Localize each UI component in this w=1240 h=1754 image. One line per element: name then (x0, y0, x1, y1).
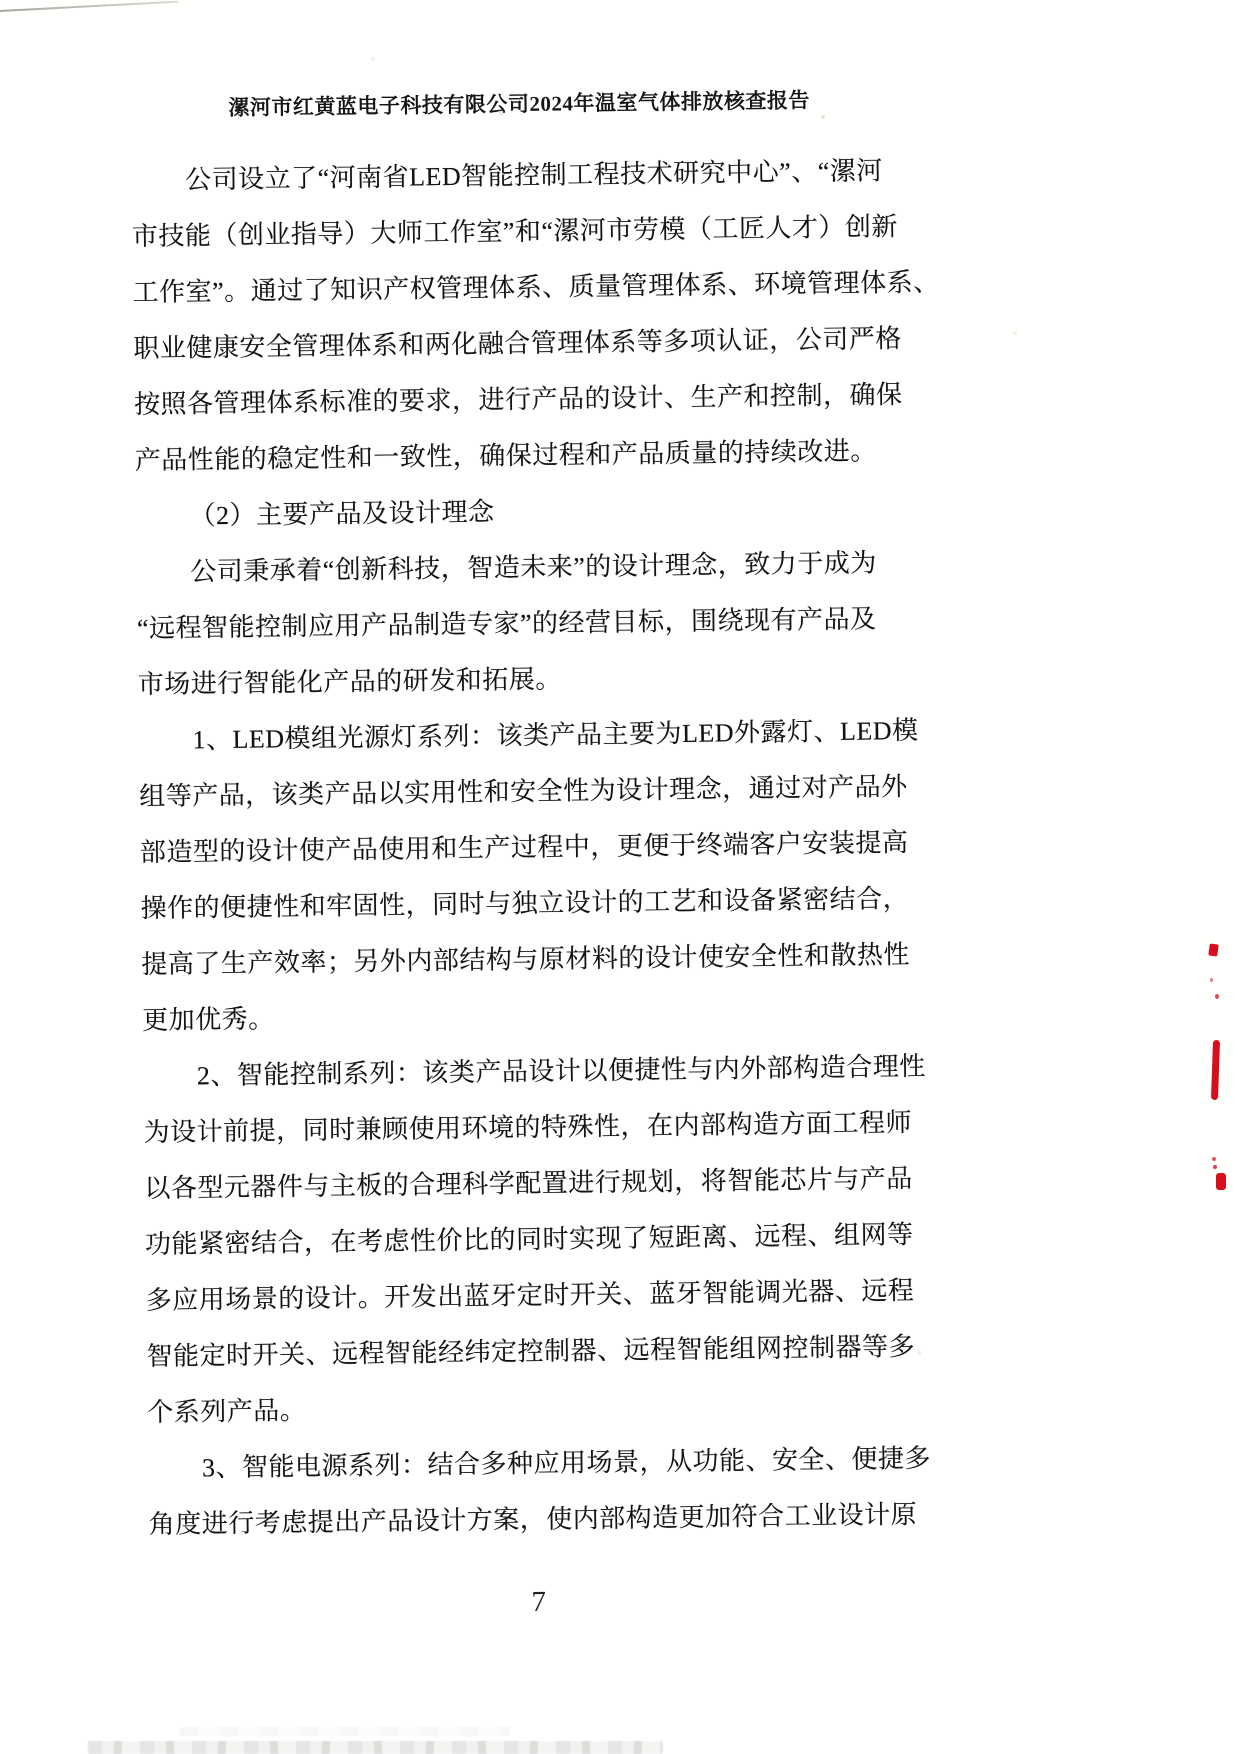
text-line: 个系列产品。 (147, 1395, 307, 1428)
red-ink-mark (1213, 1165, 1217, 1169)
text-line: 为设计前提，同时兼顾使用环境的特殊性，在内部构造方面工程师 (143, 1108, 913, 1148)
text-line: 产品性能的稳定性和一致性，确保过程和产品质量的持续改进。 (134, 436, 877, 476)
text-line: 功能紧密结合，在考虑性价比的同时实现了短距离、远程、组网等 (144, 1220, 914, 1260)
text-line: 以各型元器件与主板的合理科学配置进行规划，将智能芯片与产品 (144, 1164, 913, 1204)
document-header: 漯河市红黄蓝电子科技有限公司2024年温室气体排放核查报告 (228, 88, 811, 120)
page-number: 7 (531, 1585, 547, 1619)
scan-artifact-corner-line (0, 1, 178, 12)
text-line: 市技能（创业指导）大师工作室”和“漯河市劳模（工匠人才）创新 (131, 212, 899, 252)
text-line: 职业健康安全管理体系和两化融合管理体系等多项认证，公司严格 (133, 324, 902, 364)
text-line: 1、LED模组光源灯系列：该类产品主要为LED外露灯、LED模 (192, 715, 919, 755)
text-line: 市场进行智能化产品的研发和拓展。 (137, 664, 562, 700)
text-line: 组等产品，该类产品以实用性和安全性为设计理念，通过对产品外 (139, 772, 908, 812)
scan-artifact-specks (0, 0, 2, 2)
scan-artifact-bottom-band (88, 1741, 663, 1754)
scan-artifact-bottom-band-faint (180, 1727, 510, 1736)
body-text (131, 143, 940, 1553)
text-line: 角度进行考虑提出产品设计方案，使内部构造更加符合工业设计原 (148, 1499, 918, 1540)
text-line: 2、智能控制系列：该类产品设计以便捷性与内外部构造合理性 (196, 1051, 927, 1091)
text-line: “远程智能控制应用产品制造专家”的经营目标，围绕现有产品及 (136, 604, 877, 644)
text-line: 多应用场景的设计。开发出蓝牙定时开关、蓝牙智能调光器、远程 (145, 1275, 915, 1316)
red-ink-mark (1216, 1173, 1226, 1190)
text-line: 按照各管理体系标准的要求，进行产品的设计、生产和控制，确保 (133, 380, 903, 420)
page-content (130, 85, 940, 1624)
text-line: 公司秉承着“创新科技，智造未来”的设计理念，致力于成为 (190, 548, 877, 587)
red-ink-mark (1212, 1157, 1216, 1161)
text-line: （2）主要产品及设计理念 (189, 497, 495, 531)
text-line: 更加优秀。 (141, 1004, 275, 1036)
text-line: 提高了生产效率；另外内部结构与原材料的设计使安全性和散热性 (141, 940, 911, 980)
red-ink-mark (1208, 943, 1219, 956)
text-line: 公司设立了“河南省LED智能控制工程技术研究中心”、“漯河 (184, 156, 883, 195)
text-line: 工作室”。通过了知识产权管理体系、质量管理体系、环境管理体系、 (132, 267, 940, 308)
text-line: 3、智能电源系列：结合多种应用场景，从功能、安全、便捷多 (201, 1443, 932, 1483)
red-ink-mark (1215, 994, 1219, 999)
red-ink-mark (1210, 978, 1213, 982)
text-line: 智能定时开关、远程智能经纬定控制器、远程智能组网控制器等多 (146, 1331, 916, 1372)
text-line: 部造型的设计使产品使用和生产过程中，更便于终端客户安装提高 (139, 828, 909, 868)
text-line: 操作的便捷性和牢固性，同时与独立设计的工艺和设备紧密结合， (140, 884, 910, 924)
red-ink-mark (1211, 1040, 1220, 1100)
